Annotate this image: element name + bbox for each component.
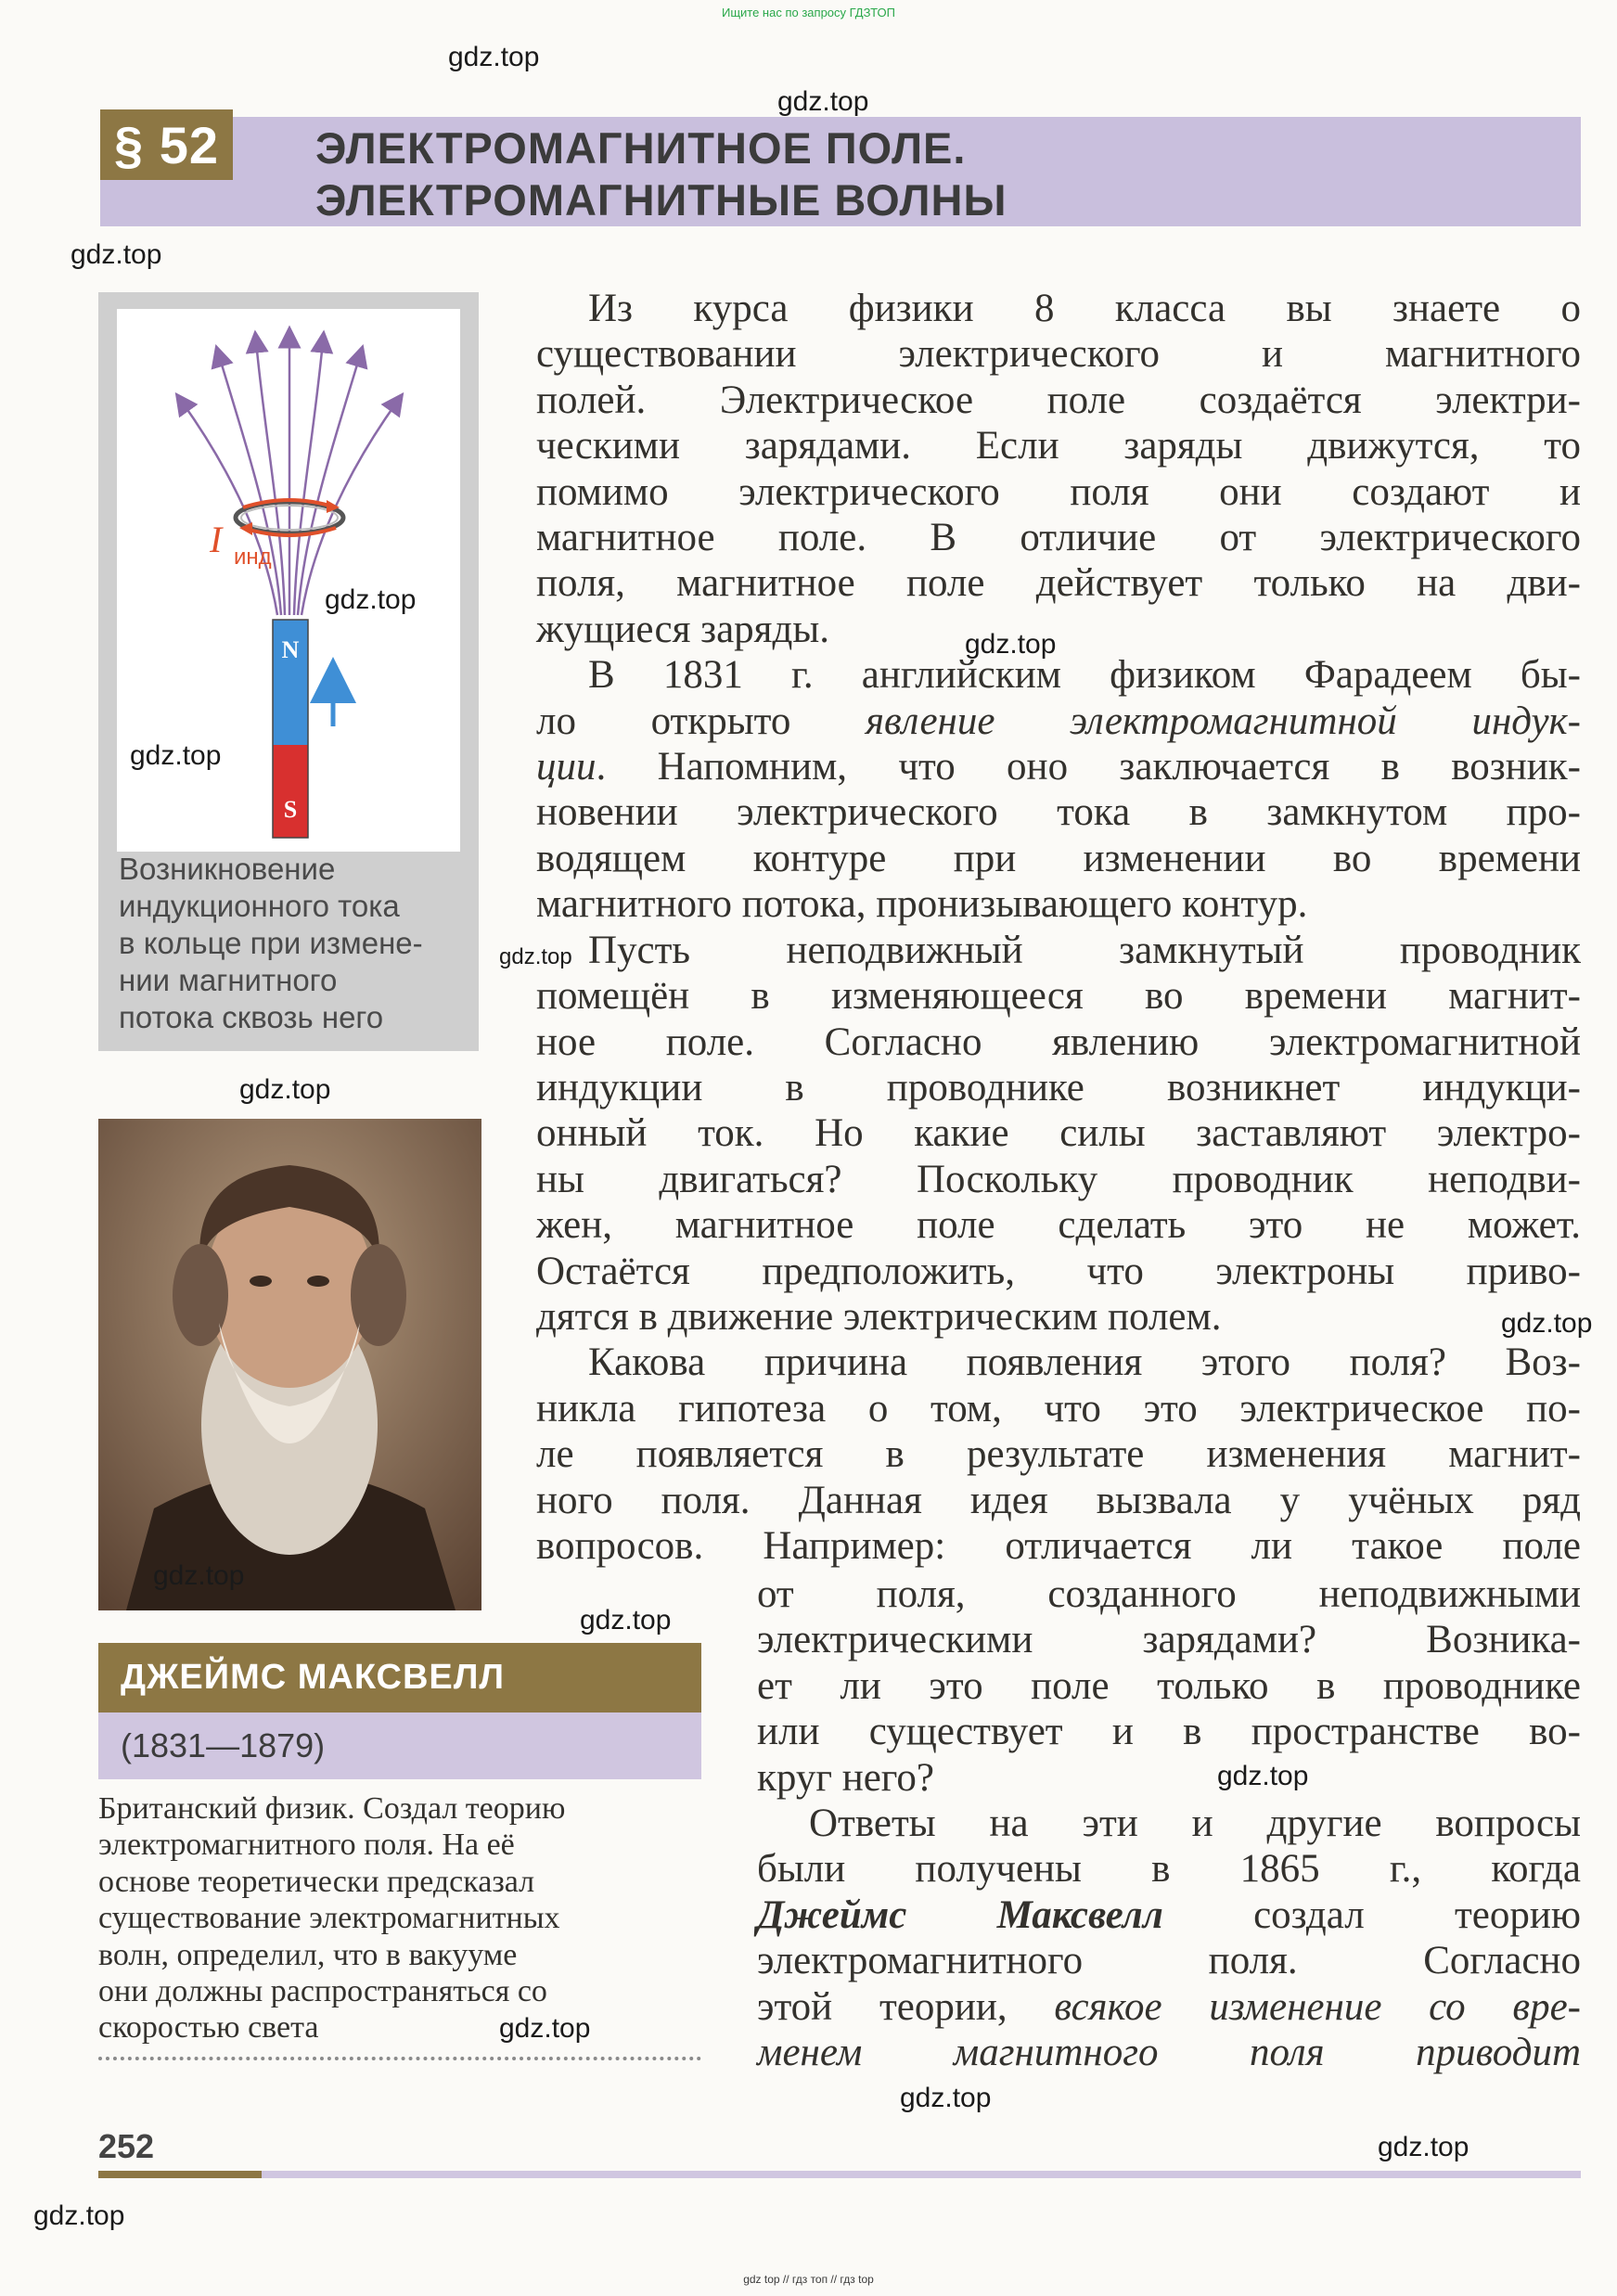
text-line: дятся в движение электрическим полем.: [536, 1294, 1222, 1339]
text-line: [757, 1984, 1581, 2030]
field-lines: [182, 337, 397, 615]
text-line: [757, 2030, 1581, 2075]
text-line: ное поле. Согласно явлению электромагнитной: [536, 1020, 1581, 1064]
section-number: § 52: [100, 109, 233, 180]
watermark: gdz.top: [1217, 1761, 1309, 1791]
text-line: Ответы на эти и другие вопросы: [809, 1802, 1581, 1846]
current-subscript: инд: [234, 545, 272, 570]
watermark: gdz.top: [325, 584, 417, 615]
bio-line: скоростью света: [98, 2010, 319, 2046]
figure-caption: [119, 851, 462, 1036]
text-line: поля, магнитное поле действует только на дви-: [536, 561, 1581, 606]
caption-line: нии магнитного: [119, 963, 338, 997]
text-span: ло открыто: [536, 699, 866, 743]
north-label: N: [281, 636, 300, 663]
south-label: S: [283, 796, 298, 823]
watermark: gdz.top: [130, 740, 222, 771]
text-line: были получены в 1865 г., когда: [757, 1847, 1581, 1892]
page-number: 252: [98, 2127, 155, 2165]
term-italic: менем магнитного поля приводит: [757, 2031, 1581, 2075]
text-line: жен, магнитное поле сделать это не может.: [536, 1203, 1581, 1248]
text-line: индукции в проводнике возникнет индукци-: [536, 1065, 1581, 1110]
main-text-column-narrow: [757, 1571, 1581, 2075]
watermark: gdz.top: [965, 629, 1057, 660]
text-line: полей. Электрическое поле создаётся электри-: [536, 378, 1581, 422]
text-span: создал теорию: [1162, 1892, 1581, 1937]
top-note: Ищите нас по запросу ГДЗТОП: [721, 6, 895, 19]
term-italic: всякое изменение со вре-: [1054, 1984, 1582, 2029]
text-line: Какова причина появления этого поля? Воз-: [588, 1340, 1581, 1385]
text-line: ческими зарядами. Если заряды движутся, то: [536, 424, 1581, 468]
watermark: gdz.top: [1501, 1308, 1593, 1339]
text-line: Из курса физики 8 класса вы знаете о: [588, 287, 1581, 330]
watermark: gdz.top: [239, 1074, 331, 1105]
caption-line: индукционного тока: [119, 889, 400, 923]
bio-line: электромагнитного поля. На её: [98, 1828, 515, 1863]
text-line: онный ток. Но какие силы заставляют электро-: [536, 1111, 1581, 1156]
text-line: [757, 1892, 1581, 1938]
watermark: gdz.top: [777, 86, 869, 117]
text-line: Остаётся предположить, что электроны приво-: [536, 1249, 1581, 1293]
caption-line: в кольце при измене-: [119, 926, 423, 960]
term-italic: ции: [536, 745, 597, 789]
bio-divider: [98, 2057, 701, 2060]
text-line: электрическими зарядами? Возника-: [757, 1618, 1581, 1662]
text-line: помещён в изменяющееся во времени магнит-: [536, 974, 1581, 1019]
bio-line: основе теоретически предсказал: [98, 1864, 535, 1899]
text-line: новении электрического тока в замкнутом про-: [536, 790, 1581, 835]
text-line: или существует и в пространстве во-: [757, 1710, 1581, 1754]
text-line: помимо электрического поля они создают и: [536, 469, 1581, 514]
watermark: gdz.top: [499, 944, 572, 969]
bio-line: существование электромагнитных: [98, 1901, 560, 1936]
maxwell-portrait: [98, 1119, 481, 1610]
watermark: gdz.top: [580, 1605, 672, 1635]
watermark: gdz.top: [900, 2083, 992, 2113]
text-line: никла гипотеза о том, что это электрическое по-: [536, 1386, 1581, 1430]
text-line: магнитное поле. В отличие от электрического: [536, 516, 1581, 560]
watermark: gdz.top: [153, 1560, 245, 1591]
watermark: gdz.top: [71, 239, 162, 270]
watermark: gdz.top: [448, 42, 540, 72]
text-line: Пусть неподвижный замкнутый проводник: [588, 928, 1581, 972]
footer-rule: [262, 2171, 1581, 2178]
text-span: этой теории,: [757, 1984, 1055, 2029]
section-title-line: ЭЛЕКТРОМАГНИТНОЕ ПОЛЕ.: [315, 123, 967, 173]
caption-line: Возникновение: [119, 852, 336, 886]
bottom-note: gdz top // гдз топ // гдз top: [743, 2273, 874, 2286]
text-line: электромагнитного поля. Согласно: [757, 1939, 1581, 1983]
section-title-line: ЭЛЕКТРОМАГНИТНЫЕ ВОЛНЫ: [315, 175, 1007, 224]
bio-text: [98, 1790, 701, 2046]
watermark: gdz.top: [33, 2200, 125, 2231]
watermark: gdz.top: [499, 2013, 591, 2044]
text-line: ны двигаться? Поскольку проводник неподви-: [536, 1157, 1581, 1201]
bio-name: ДЖЕЙМС МАКСВЕЛЛ: [98, 1643, 701, 1712]
figure-box: [98, 292, 479, 1051]
person-name: Джеймс Максвелл: [757, 1892, 1163, 1937]
text-line: [536, 744, 1581, 789]
bio-line: Британский физик. Создал теорию: [98, 1791, 566, 1826]
footer-rule-accent: [98, 2171, 262, 2178]
text-line: В 1831 г. английским физиком Фарадеем бы-: [588, 653, 1581, 698]
bio-line: они должны распространяться со: [98, 1974, 547, 2009]
caption-line: потока сквозь него: [119, 1000, 384, 1034]
text-line: существовании электрического и магнитного: [536, 332, 1581, 377]
text-line: ет ли это поле только в проводнике: [757, 1663, 1581, 1708]
text-line: ле появляется в результате изменения магнит-: [536, 1432, 1581, 1477]
text-line: жущиеся заряды.: [536, 607, 829, 651]
text-line: ного поля. Данная идея вызвала у учёных ряд: [536, 1478, 1581, 1522]
text-line: [536, 699, 1581, 744]
portrait-image: [98, 1119, 481, 1610]
section-title: [315, 122, 1559, 226]
main-text-column: [536, 286, 1581, 1569]
text-line: магнитного потока, пронизывающего контур.: [536, 882, 1308, 927]
text-line: от поля, созданного неподвижными: [757, 1572, 1581, 1616]
bio-line: волн, определил, что в вакууме: [98, 1937, 518, 1972]
text-line: вопросов. Например: отличается ли такое поле: [536, 1523, 1581, 1568]
text-line: водящем контуре при изменении во времени: [536, 836, 1581, 880]
bio-years: (1831—1879): [98, 1712, 701, 1779]
watermark: gdz.top: [1378, 2132, 1469, 2162]
text-line: круг него?: [757, 1755, 934, 1800]
text-span: . Напомним, что оно заключается в возник-: [596, 745, 1581, 789]
term-italic: явление электромагнитной индук-: [865, 699, 1581, 743]
current-label: I: [210, 519, 223, 560]
magnet-south: [273, 745, 308, 838]
